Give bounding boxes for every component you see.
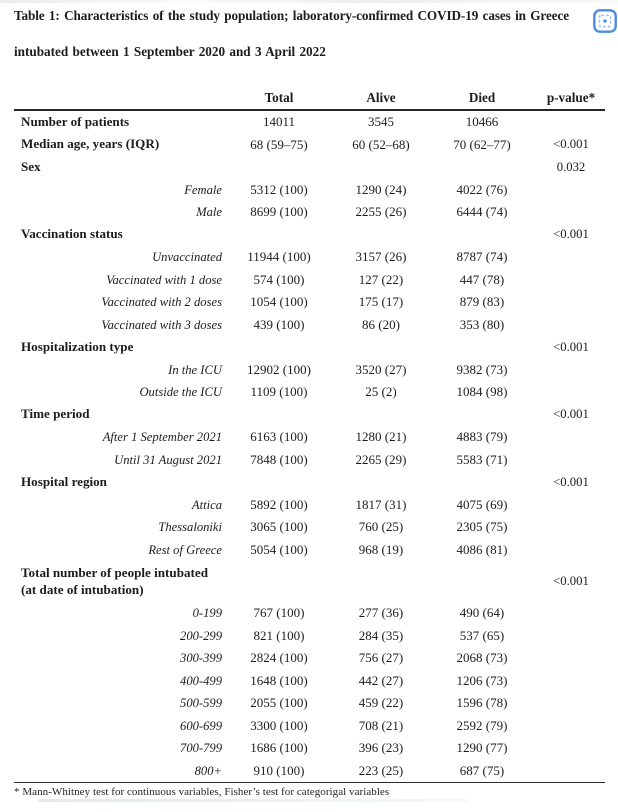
capture-translate-icon-glyph — [593, 9, 617, 33]
table-row — [14, 737, 605, 760]
row-label: Sex — [21, 158, 41, 174]
table-row — [14, 760, 605, 783]
table-row — [14, 670, 605, 693]
row-label: Median age, years (IQR) — [21, 136, 160, 152]
cell-alive: 3520 (27) — [355, 361, 407, 377]
row-label: Thessaloniki — [158, 520, 222, 535]
header-alive: Alive — [366, 89, 396, 105]
cell-died: 10466 — [465, 114, 499, 130]
table-row — [14, 516, 605, 539]
cell-p-value: <0.001 — [553, 407, 589, 422]
table-row — [14, 201, 605, 224]
cell-died: 2305 (75) — [456, 519, 508, 535]
cell-alive: 2255 (26) — [355, 204, 407, 220]
cell-died: 1596 (78) — [456, 695, 508, 711]
cell-alive: 2265 (29) — [355, 451, 407, 467]
table-row — [14, 471, 605, 494]
cell-total: 1648 (100) — [250, 672, 308, 688]
study-population-table — [14, 86, 605, 783]
cell-died: 4883 (79) — [456, 429, 508, 445]
cell-total: 439 (100) — [253, 316, 305, 332]
cell-alive: 1817 (31) — [355, 496, 407, 512]
table-row — [14, 246, 605, 269]
table-row — [14, 179, 605, 202]
cell-alive: 968 (19) — [358, 541, 404, 557]
row-label: In the ICU — [168, 362, 222, 377]
cell-alive: 175 (17) — [358, 294, 404, 310]
cell-died: 879 (83) — [459, 294, 505, 310]
cell-alive: 60 (52–68) — [352, 136, 410, 152]
row-label: Vaccinated with 3 doses — [101, 317, 222, 332]
table-row — [14, 539, 605, 562]
cell-total: 6163 (100) — [250, 429, 308, 445]
table-row — [14, 494, 605, 517]
row-label: Outside the ICU — [139, 385, 222, 400]
cell-total: 11944 (100) — [247, 249, 311, 265]
cell-alive: 1280 (21) — [355, 429, 407, 445]
table-row — [14, 291, 605, 314]
cell-total: 68 (59–75) — [250, 136, 308, 152]
row-label: Hospitalization type — [21, 338, 134, 354]
cell-total: 3300 (100) — [250, 717, 308, 733]
cell-died: 6444 (74) — [456, 204, 508, 220]
header-died: Died — [468, 89, 496, 105]
row-label: Vaccinated with 2 doses — [101, 295, 222, 310]
cell-total: 2055 (100) — [250, 695, 308, 711]
cell-p-value: <0.001 — [553, 474, 589, 489]
cell-total: 1054 (100) — [250, 294, 308, 310]
table-row — [14, 134, 605, 157]
cell-died: 490 (64) — [459, 605, 505, 621]
row-label: Female — [184, 182, 222, 197]
row-label: 300-399 — [180, 651, 222, 666]
cell-total: 910 (100) — [253, 762, 305, 778]
row-label: 200-299 — [180, 628, 222, 643]
cell-died: 70 (62–77) — [453, 136, 511, 152]
cell-died: 4086 (81) — [456, 541, 508, 557]
row-label: Number of patients — [21, 113, 130, 129]
cell-alive: 396 (23) — [358, 740, 404, 756]
cell-died: 687 (75) — [459, 762, 505, 778]
row-label: Until 31 August 2021 — [114, 452, 222, 467]
table-row — [14, 359, 605, 382]
cell-alive: 86 (20) — [362, 316, 400, 332]
cell-total: 12902 (100) — [247, 361, 311, 377]
table-row — [14, 111, 605, 134]
scan-artifact-top — [0, 0, 618, 3]
cell-total: 8699 (100) — [250, 204, 308, 220]
row-label: Vaccinated with 1 dose — [106, 272, 222, 287]
cell-alive: 3157 (26) — [355, 249, 407, 265]
row-label: Unvaccinated — [152, 250, 222, 265]
cell-died: 1206 (73) — [456, 672, 508, 688]
table-row — [14, 715, 605, 738]
table-header-row — [14, 86, 605, 111]
cell-died: 4075 (69) — [456, 496, 508, 512]
row-label: Vaccination status — [21, 226, 123, 242]
row-label: Attica — [191, 497, 222, 512]
cell-p-value: <0.001 — [553, 227, 589, 242]
cell-alive: 223 (25) — [358, 762, 404, 778]
cell-died: 447 (78) — [459, 271, 505, 287]
row-label: Time period — [21, 406, 90, 422]
row-label: After 1 September 2021 — [102, 430, 222, 445]
table-row — [14, 602, 605, 625]
table-row — [14, 269, 605, 292]
cell-died: 537 (65) — [459, 627, 505, 643]
cell-died: 4022 (76) — [456, 181, 508, 197]
cell-alive: 25 (2) — [365, 384, 397, 400]
table-footnote: * Mann-Whitney test for continuous variables, Fisher’s test for categorigal variables — [14, 786, 390, 798]
cell-total: 5312 (100) — [250, 181, 308, 197]
table-row — [14, 336, 605, 359]
cell-p-value: 0.032 — [556, 159, 586, 174]
cell-died: 2592 (79) — [456, 717, 508, 733]
row-label: 700-799 — [180, 741, 222, 756]
cell-alive: 127 (22) — [358, 271, 404, 287]
row-label: Rest of Greece — [148, 542, 222, 557]
cell-total: 2824 (100) — [250, 650, 308, 666]
row-label: 600-699 — [180, 718, 222, 733]
row-label: Hospital region — [21, 473, 107, 489]
cell-total: 3065 (100) — [250, 519, 308, 535]
cell-total: 5892 (100) — [250, 496, 308, 512]
cell-total: 14011 — [262, 114, 296, 130]
cell-p-value: <0.001 — [553, 137, 589, 152]
table-row — [14, 426, 605, 449]
cell-alive: 284 (35) — [358, 627, 404, 643]
table-row — [14, 625, 605, 648]
cell-died: 353 (80) — [459, 316, 505, 332]
row-label: 400-499 — [180, 673, 222, 688]
cell-total: 5054 (100) — [250, 541, 308, 557]
cell-total: 7848 (100) — [250, 451, 308, 467]
cell-alive: 459 (22) — [358, 695, 404, 711]
cell-alive: 760 (25) — [358, 519, 404, 535]
table-row — [14, 314, 605, 337]
cell-alive: 756 (27) — [358, 650, 404, 666]
cell-total: 1686 (100) — [250, 740, 308, 756]
table-row — [14, 647, 605, 670]
cell-alive: 442 (27) — [358, 672, 404, 688]
cell-p-value: <0.001 — [553, 339, 589, 354]
cell-alive: 3545 — [368, 114, 394, 130]
table-row — [14, 561, 605, 602]
row-label: 800+ — [194, 763, 222, 778]
cell-total: 767 (100) — [253, 605, 305, 621]
cell-died: 1290 (77) — [456, 740, 508, 756]
table-title-line1: Table 1: Characteristics of the study population; laboratory-confirmed COVID-19 cases in Greece — [14, 8, 569, 23]
cell-total: 1109 (100) — [250, 384, 308, 400]
cell-died: 8787 (74) — [456, 249, 508, 265]
table-row — [14, 224, 605, 247]
cell-p-value: <0.001 — [553, 574, 589, 588]
scan-artifact-bottom — [38, 799, 468, 802]
cell-died: 2068 (73) — [456, 650, 508, 666]
row-label: Total number of people intubated (at date of intubation) — [21, 564, 208, 597]
table-body — [14, 111, 605, 783]
cell-total: 574 (100) — [253, 271, 305, 287]
table-row — [14, 449, 605, 472]
header-p-value: p-value* — [546, 89, 596, 105]
capture-translate-icon[interactable] — [593, 9, 617, 33]
table-row — [14, 404, 605, 427]
cell-alive: 708 (21) — [358, 717, 404, 733]
cell-alive: 1290 (24) — [355, 181, 407, 197]
row-label: 500-599 — [180, 696, 222, 711]
table-row — [14, 156, 605, 179]
table-row — [14, 692, 605, 715]
table-title-line2: intubated between 1 September 2020 and 3 April 2022 — [14, 44, 326, 59]
cell-died: 1084 (98) — [456, 384, 508, 400]
table-row — [14, 381, 605, 404]
cell-died: 9382 (73) — [456, 361, 508, 377]
cell-total: 821 (100) — [253, 627, 305, 643]
header-total: Total — [264, 89, 294, 105]
row-label: 0-199 — [192, 606, 222, 621]
cell-alive: 277 (36) — [358, 605, 404, 621]
cell-died: 5583 (71) — [456, 451, 508, 467]
row-label: Male — [196, 205, 222, 220]
